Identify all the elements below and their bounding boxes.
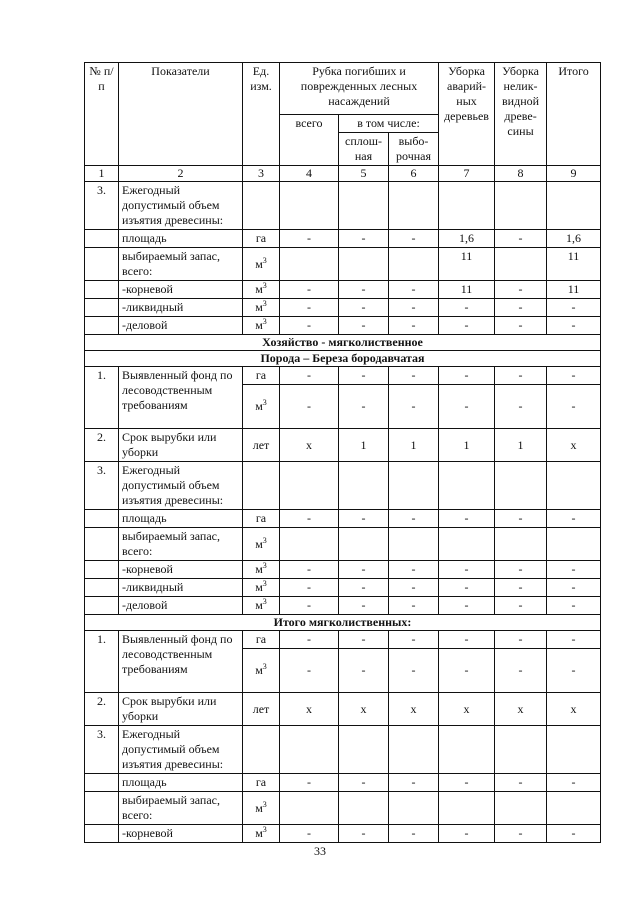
cell: x	[280, 693, 339, 726]
cell: -	[339, 579, 389, 597]
row-number: 1.	[85, 631, 119, 693]
colnum: 6	[389, 166, 439, 182]
header-indicators: Показатели	[119, 63, 243, 166]
row-number: 3.	[85, 462, 119, 510]
cell: -	[339, 367, 389, 385]
unit: $м^3$	[243, 317, 280, 335]
cell: -	[495, 579, 547, 597]
cell: 1	[339, 429, 389, 462]
row-number: 1.	[85, 367, 119, 429]
unit: лет	[243, 693, 280, 726]
cell: -	[280, 649, 339, 693]
header-selective: выбо-рочная	[389, 133, 439, 166]
cell: -	[280, 367, 339, 385]
header-including: в том числе:	[339, 115, 439, 133]
cell: -	[389, 281, 439, 299]
cell: -	[389, 579, 439, 597]
cell: 11	[547, 281, 601, 299]
unit: лет	[243, 429, 280, 462]
cell: -	[280, 317, 339, 335]
cell: 11	[547, 248, 601, 281]
section-total-soft: Итого мягколиственных:	[85, 615, 601, 631]
row-label: -деловой	[119, 597, 243, 615]
cell: -	[339, 561, 389, 579]
cell: -	[547, 299, 601, 317]
cell: 11	[439, 248, 495, 281]
row-label: -ликвидный	[119, 299, 243, 317]
cell: -	[439, 385, 495, 429]
cell: x	[547, 693, 601, 726]
unit: га	[243, 230, 280, 248]
row-label: -ликвидный	[119, 579, 243, 597]
cell: -	[389, 510, 439, 528]
row-label: Ежегодный допустимый объем изъятия древесины:	[119, 462, 243, 510]
cell: -	[389, 299, 439, 317]
header-unit: Ед. изм.	[243, 63, 280, 166]
cell: x	[280, 429, 339, 462]
cell: -	[439, 825, 495, 843]
cell: -	[280, 510, 339, 528]
table-row	[85, 825, 601, 843]
cell: -	[389, 561, 439, 579]
cell: x	[389, 693, 439, 726]
cell: -	[495, 774, 547, 792]
cell: -	[339, 825, 389, 843]
cell: -	[547, 825, 601, 843]
cell: -	[339, 510, 389, 528]
cell: -	[495, 281, 547, 299]
cell: -	[439, 561, 495, 579]
cell: -	[280, 230, 339, 248]
table-row	[85, 510, 601, 528]
unit: $м^3$	[243, 597, 280, 615]
cell: -	[495, 597, 547, 615]
cell: 1	[389, 429, 439, 462]
section-farm: Хозяйство - мягколиственное	[85, 335, 601, 351]
cell: -	[547, 317, 601, 335]
cell: -	[439, 649, 495, 693]
cell: 1	[439, 429, 495, 462]
cell: -	[547, 579, 601, 597]
table-row	[85, 429, 601, 462]
cell: -	[389, 317, 439, 335]
row-label: выбираемый запас, всего:	[119, 248, 243, 281]
row-label: выбираемый запас, всего:	[119, 528, 243, 561]
cell: -	[389, 631, 439, 649]
cell: -	[389, 774, 439, 792]
row-label: -деловой	[119, 317, 243, 335]
row-label: площадь	[119, 510, 243, 528]
cell: -	[547, 649, 601, 693]
cell: -	[439, 597, 495, 615]
table-row	[85, 367, 601, 385]
table-row	[85, 281, 601, 299]
cell: -	[280, 299, 339, 317]
cell: -	[389, 597, 439, 615]
cell: x	[339, 693, 389, 726]
cell: -	[339, 649, 389, 693]
unit: $м^3$	[243, 561, 280, 579]
cell: -	[280, 385, 339, 429]
row-label: площадь	[119, 774, 243, 792]
row-label: Ежегодный допустимый объем изъятия древесины:	[119, 182, 243, 230]
cell: -	[495, 631, 547, 649]
cell: -	[339, 299, 389, 317]
section-breed: Порода – Береза бородавчатая	[85, 351, 601, 367]
cell: x	[439, 693, 495, 726]
cell: -	[280, 825, 339, 843]
unit: $м^3$	[243, 825, 280, 843]
header-solid: сплош-ная	[339, 133, 389, 166]
table-row	[85, 774, 601, 792]
header-total-all: всего	[280, 115, 339, 166]
cell: -	[280, 631, 339, 649]
cell: 1	[495, 429, 547, 462]
row-label: -корневой	[119, 281, 243, 299]
cell: -	[547, 510, 601, 528]
cell: -	[389, 649, 439, 693]
cell: -	[439, 317, 495, 335]
cell: -	[389, 230, 439, 248]
cell: -	[547, 561, 601, 579]
unit: $м^3$	[243, 385, 280, 429]
cell: -	[280, 281, 339, 299]
cell: -	[547, 597, 601, 615]
table-row	[85, 792, 601, 825]
cell: -	[547, 385, 601, 429]
table-row	[85, 726, 601, 774]
cell: -	[495, 825, 547, 843]
row-number: 3.	[85, 182, 119, 230]
cell: x	[495, 693, 547, 726]
colnum: 8	[495, 166, 547, 182]
table-row	[85, 579, 601, 597]
colnum: 3	[243, 166, 280, 182]
cell: -	[280, 561, 339, 579]
header-felling: Рубка погибших и поврежденных лесных насаждений	[280, 63, 439, 115]
row-label: выбираемый запас, всего:	[119, 792, 243, 825]
table-row	[85, 299, 601, 317]
row-number: 3.	[85, 726, 119, 774]
colnum: 9	[547, 166, 601, 182]
cell: -	[495, 230, 547, 248]
column-numbers-row	[85, 166, 601, 182]
row-number: 2.	[85, 429, 119, 462]
cell: -	[339, 385, 389, 429]
cell: -	[547, 631, 601, 649]
cell: -	[439, 631, 495, 649]
row-label: площадь	[119, 230, 243, 248]
row-label: -корневой	[119, 561, 243, 579]
row-label: -корневой	[119, 825, 243, 843]
cell: -	[439, 774, 495, 792]
unit: $м^3$	[243, 248, 280, 281]
row-label: Срок вырубки или уборки	[119, 429, 243, 462]
table-row	[85, 693, 601, 726]
cell: -	[339, 317, 389, 335]
cell: -	[339, 631, 389, 649]
cell: -	[389, 367, 439, 385]
cell: -	[389, 385, 439, 429]
table-row	[85, 462, 601, 510]
cell: -	[495, 317, 547, 335]
header-itogo: Итого	[547, 63, 601, 166]
cell: -	[339, 281, 389, 299]
cell: -	[339, 230, 389, 248]
cell: -	[389, 825, 439, 843]
row-label: Срок вырубки или уборки	[119, 693, 243, 726]
cell: -	[495, 299, 547, 317]
cell: -	[439, 510, 495, 528]
unit: $м^3$	[243, 528, 280, 561]
header-emergency: Уборка аварий-ных деревьев	[439, 63, 495, 166]
row-label: Выявленный фонд по лесоводственным требованиям	[119, 631, 243, 693]
row-number: 2.	[85, 693, 119, 726]
unit: га	[243, 367, 280, 385]
colnum: 1	[85, 166, 119, 182]
cell: -	[495, 649, 547, 693]
unit: $м^3$	[243, 579, 280, 597]
table-row	[85, 597, 601, 615]
cell: 1,6	[439, 230, 495, 248]
cell: 11	[439, 281, 495, 299]
colnum: 2	[119, 166, 243, 182]
cell: -	[547, 774, 601, 792]
cell: -	[439, 579, 495, 597]
cell: x	[547, 429, 601, 462]
row-label: Выявленный фонд по лесоводственным требованиям	[119, 367, 243, 429]
cell: -	[439, 367, 495, 385]
cell: -	[439, 299, 495, 317]
cell: -	[280, 774, 339, 792]
cell: 1,6	[547, 230, 601, 248]
cell: -	[339, 774, 389, 792]
colnum: 7	[439, 166, 495, 182]
unit: $м^3$	[243, 649, 280, 693]
unit: га	[243, 774, 280, 792]
cell: -	[339, 597, 389, 615]
cell: -	[280, 579, 339, 597]
forest-indicators-table	[84, 62, 601, 843]
unit: $м^3$	[243, 792, 280, 825]
cell: -	[495, 561, 547, 579]
table-row	[85, 561, 601, 579]
table-row	[85, 230, 601, 248]
cell: -	[495, 510, 547, 528]
unit: га	[243, 510, 280, 528]
table-row	[85, 182, 601, 230]
header-nonliquid: Уборка нелик-видной древе-сины	[495, 63, 547, 166]
table-row	[85, 528, 601, 561]
header-no: № п/п	[85, 63, 119, 166]
unit: $м^3$	[243, 281, 280, 299]
cell: -	[280, 597, 339, 615]
colnum: 5	[339, 166, 389, 182]
colnum: 4	[280, 166, 339, 182]
row-label: Ежегодный допустимый объем изъятия древесины:	[119, 726, 243, 774]
table-row	[85, 317, 601, 335]
table-row	[85, 631, 601, 649]
cell: -	[495, 367, 547, 385]
unit: $м^3$	[243, 299, 280, 317]
unit: га	[243, 631, 280, 649]
cell: -	[547, 367, 601, 385]
page-number: 33	[314, 844, 326, 858]
cell: -	[495, 385, 547, 429]
table-row	[85, 248, 601, 281]
